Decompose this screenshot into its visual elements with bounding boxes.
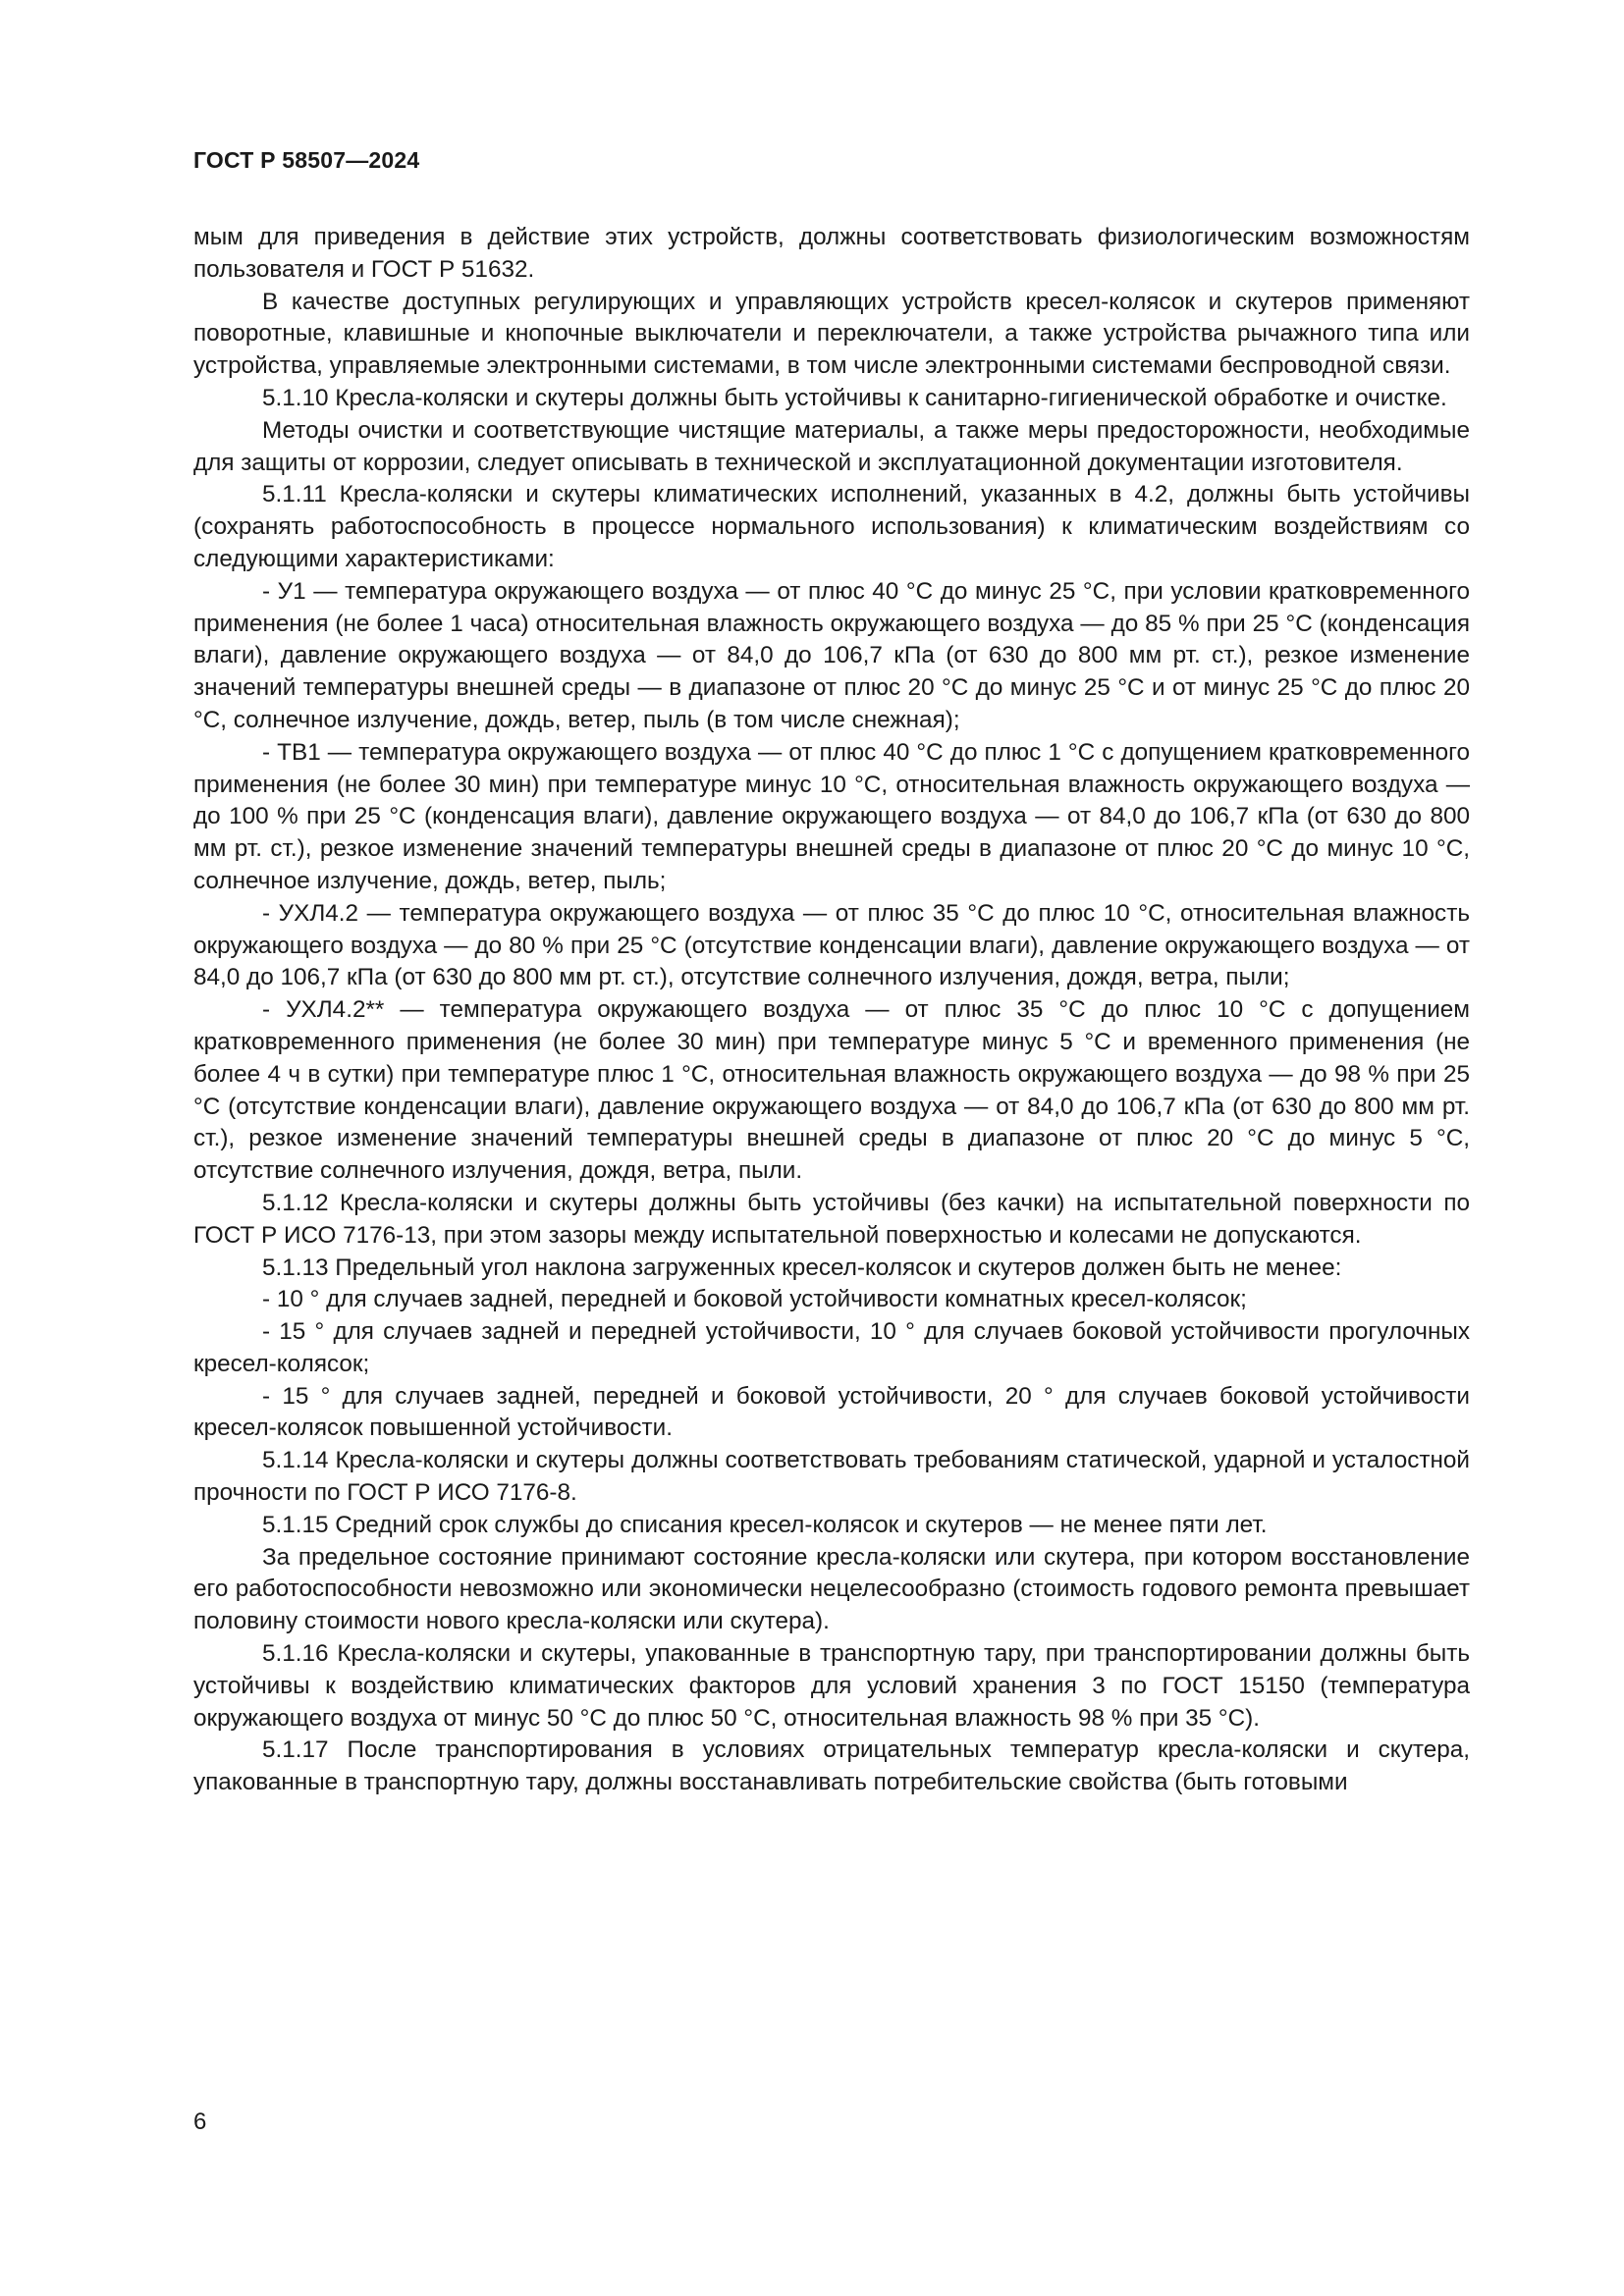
list-item-uhl4-2-starred: - УХЛ4.2** — температура окружающего воздуха — от плюс 35 °С до плюс 10 °С с допущением кратковременного применения (не более 30 мин) при температуре минус 5 °С и временного применения (не более 4 ч в сутки) при температуре плюс 1 °С, относительная влажность окружающего воздуха — до 98 % при 25 °С (отсутствие конденсации влаги), давление окружающего воздуха — от 84,0 до 106,7 кПа (от 630 до 800 мм рт. ст.), резкое изменение значений температуры внешней среды в диапазоне от плюс 20 °С до минус 5 °С, отсутствие солнечного излучения, дождя, ветра, пыли. — [193, 996, 1470, 1185]
paragraph-continuation: мым для приведения в действие этих устройств, должны соответствовать физиологическим возможностям пользователя и ГОСТ Р 51632. — [193, 224, 1470, 283]
clause-5-1-15: 5.1.15 Средний срок службы до списания кресел-колясок и скутеров — не менее пяти лет. — [262, 1511, 1268, 1538]
clause-5-1-14: 5.1.14 Кресла-коляски и скутеры должны соответствовать требованиям статической, ударной и усталостной прочности по ГОСТ Р ИСО 7176-8. — [193, 1447, 1470, 1507]
list-item-tv1: - ТВ1 — температура окружающего воздуха — от плюс 40 °С до плюс 1 °С с допущением кратковременного применения (не более 30 мин) при температуре минус 10 °С, относительная влажность окружающего воздуха — до 100 % при 25 °С (конденсация влаги), давление окружающего воздуха — от 84,0 до 106,7 кПа (от 630 до 800 мм рт. ст.), резкое изменение значений температуры внешней среды в диапазоне от плюс 20 °С до минус 10 °С, солнечное излучение, дождь, ветер, пыль; — [193, 738, 1470, 894]
list-item-high-stability: - 15 ° для случаев задней, передней и боковой устойчивости, 20 ° для случаев боковой устойчивости кресел-колясок повышенной устойчивости. — [193, 1382, 1470, 1442]
document-header: ГОСТ Р 58507—2024 — [193, 147, 420, 173]
clause-5-1-10: 5.1.10 Кресла-коляски и скутеры должны быть устойчивы к санитарно-гигиенической обработке и очистке. — [262, 384, 1447, 411]
clause-5-1-11: 5.1.11 Кресла-коляски и скутеры климатических исполнений, указанных в 4.2, должны быть устойчивы (сохранять работоспособность в процессе нормального использования) к климатическим воздействиям со следующими характеристиками: — [193, 481, 1470, 572]
paragraph-cleaning-methods: Методы очистки и соответствующие чистящие материалы, а также меры предосторожности, необходимые для защиты от коррозии, следует описывать в технической и эксплуатационной документации изготовителя. — [193, 416, 1470, 476]
clause-5-1-13: 5.1.13 Предельный угол наклона загруженных кресел-колясок и скутеров должен быть не менее: — [262, 1254, 1342, 1281]
clause-5-1-17: 5.1.17 После транспортирования в условиях отрицательных температур кресла-коляски и скутера, упакованные в транспортную тару, должны восстанавливать потребительские свойства (быть готовыми — [193, 1736, 1470, 1796]
list-item-u1: - У1 — температура окружающего воздуха — от плюс 40 °С до минус 25 °С, при условии кратковременного применения (не более 1 часа) относительная влажность окружающего воздуха — до 85 % при 25 °С (конденсация влаги), давление окружающего воздуха — от 84,0 до 106,7 кПа (от 630 до 800 мм рт. ст.), резкое изменение значений температуры внешней среды — в диапазоне от плюс 20 °С до минус 25 °С и от минус 25 °С до плюс 20 °С, солнечное излучение, дождь, ветер, пыль (в том числе снежная); — [193, 577, 1470, 733]
clause-5-1-16: 5.1.16 Кресла-коляски и скутеры, упакованные в транспортную тару, при транспортировании должны быть устойчивы к воздействию климатических факторов для условий хранения 3 по ГОСТ 15150 (температура окружающего воздуха от минус 50 °С до плюс 50 °С, относительная влажность 98 % при 35 °С). — [193, 1640, 1470, 1732]
paragraph-limit-state: За предельное состояние принимают состояние кресла-коляски или скутера, при котором восстановление его работоспособности невозможно или экономически нецелесообразно (стоимость годового ремонта превышает половину стоимости нового кресла-коляски или скутера). — [193, 1543, 1470, 1635]
document-body — [193, 222, 1470, 1799]
paragraph-controls: В качестве доступных регулирующих и управляющих устройств кресел-колясок и скутеров применяют поворотные, клавишные и кнопочные выключатели и переключатели, а также устройства рычажного типа или устройства, управляемые электронными системами, в том числе электронными системами беспроводной связи. — [193, 288, 1470, 380]
list-item-indoor-stability: - 10 ° для случаев задней, передней и боковой устойчивости комнатных кресел-колясок; — [262, 1286, 1247, 1313]
list-item-uhl4-2: - УХЛ4.2 — температура окружающего воздуха — от плюс 35 °С до плюс 10 °С, относительная влажность окружающего воздуха — до 80 % при 25 °С (отсутствие конденсации влаги), давление окружающего воздуха — от 84,0 до 106,7 кПа (от 630 до 800 мм рт. ст.), отсутствие солнечного излучения, дождя, ветра, пыли; — [193, 899, 1470, 991]
clause-5-1-12: 5.1.12 Кресла-коляски и скутеры должны быть устойчивы (без качки) на испытательной поверхности по ГОСТ Р ИСО 7176-13, при этом зазоры между испытательной поверхностью и колесами не допускаются. — [193, 1189, 1470, 1249]
page-number: 6 — [193, 2109, 207, 2135]
list-item-outdoor-stability: - 15 ° для случаев задней и передней устойчивости, 10 ° для случаев боковой устойчивости прогулочных кресел-колясок; — [193, 1318, 1470, 1377]
